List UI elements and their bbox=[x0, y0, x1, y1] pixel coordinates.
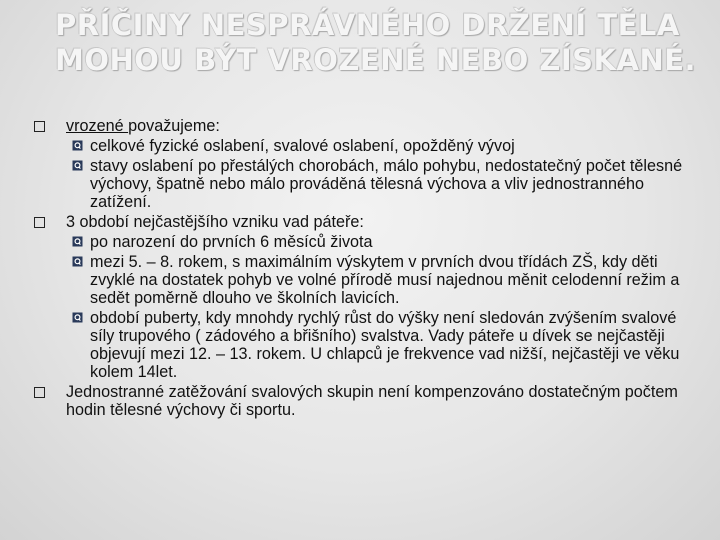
sub-bullet-text: období puberty, kdy mnohdy rychlý růst do výšky není sledován zvýšením svalové síly trupového ( zádového a břišního) svalstva. Vady páteře u dívek se nejčastěji objevují mezi 12. – 13. rokem. U chlapců je frekvence vad nižší, nejčastěji ve věku kolem 14let. bbox=[90, 309, 680, 381]
slide-title-line-1: PŘÍČINY NESPRÁVNÉHO DRŽENÍ TĚLA bbox=[55, 8, 680, 42]
slide-title bbox=[55, 8, 695, 78]
slide-content bbox=[30, 117, 700, 421]
sub-bullet-item bbox=[66, 233, 700, 251]
bullet-item bbox=[30, 213, 700, 381]
q-bullet-icon bbox=[72, 140, 83, 151]
bullet-lead-underlined: vrozené bbox=[66, 117, 129, 135]
checkbox-bullet-icon bbox=[34, 217, 45, 228]
bullet-item bbox=[30, 383, 700, 419]
q-bullet-icon bbox=[72, 256, 83, 267]
sub-bullet-item bbox=[66, 137, 700, 155]
bullet-item bbox=[30, 117, 700, 211]
q-bullet-icon bbox=[72, 236, 83, 247]
bullet-lead-text: 3 období nejčastějšího vzniku vad páteře: bbox=[66, 213, 364, 231]
sub-bullet-item bbox=[66, 253, 700, 307]
slide-title-line-2: MOHOU BÝT VROZENÉ NEBO ZÍSKANÉ. bbox=[55, 43, 697, 77]
checkbox-bullet-icon bbox=[34, 121, 45, 132]
bullet-lead-text: Jednostranné zatěžování svalových skupin není kompenzováno dostatečným počtem hodin tělesné výchovy či sportu. bbox=[66, 383, 678, 419]
sub-bullet-item bbox=[66, 157, 700, 211]
sub-bullet-item bbox=[66, 309, 700, 381]
bullet-lead-text: považujeme: bbox=[128, 117, 220, 135]
checkbox-bullet-icon bbox=[34, 387, 45, 398]
sub-bullet-text: celkové fyzické oslabení, svalové oslabení, opožděný vývoj bbox=[90, 137, 515, 155]
sub-bullet-text: stavy oslabení po přestálých chorobách, málo pohybu, nedostatečný počet tělesné výchovy, špatně nebo málo prováděná tělesná výchova a vliv jednostranného zatížení. bbox=[90, 157, 683, 211]
sub-bullet-text: po narození do prvních 6 měsíců života bbox=[90, 233, 373, 251]
q-bullet-icon bbox=[72, 160, 83, 171]
q-bullet-icon bbox=[72, 312, 83, 323]
sub-bullet-text: mezi 5. – 8. rokem, s maximálním výskytem v prvních dvou třídách ZŠ, kdy děti zvyklé na dostatek pohyb ve volné přírodě musí najednou měnit celodenní režim a sedět poměrně dlouho ve školních lavicích. bbox=[90, 253, 680, 307]
